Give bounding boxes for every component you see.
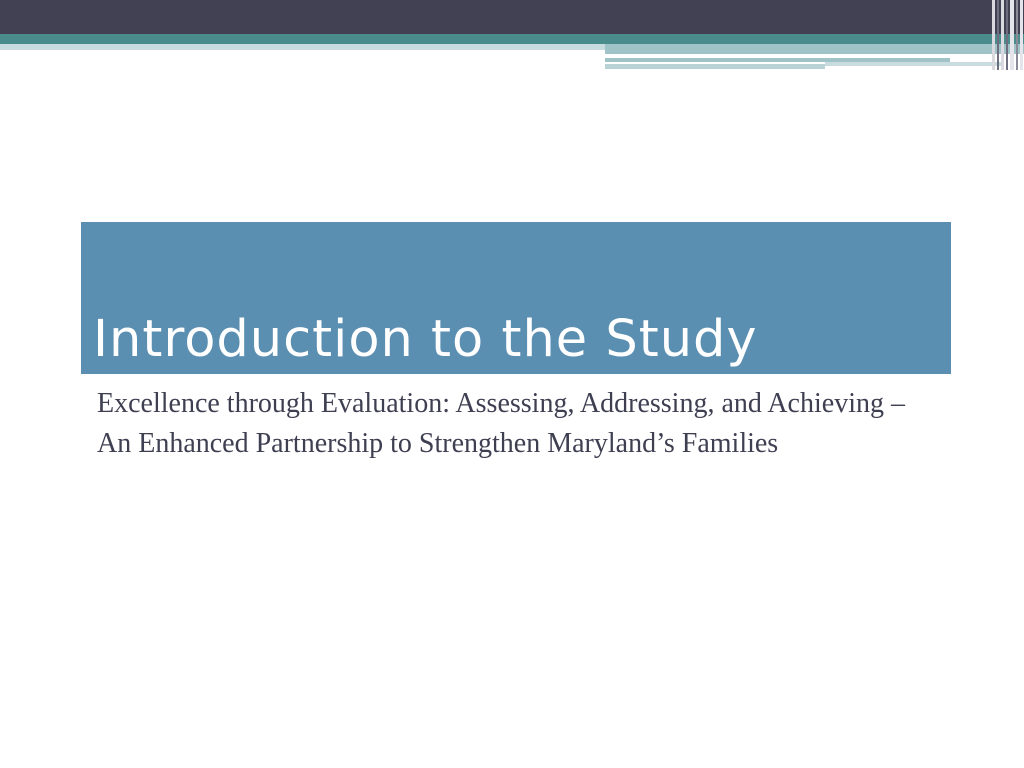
slide-title: Introduction to the Study: [93, 309, 758, 369]
vertical-stripe: [1020, 0, 1023, 70]
header-band-dark: [0, 0, 1024, 34]
title-box: [81, 222, 951, 374]
header-band-light: [0, 44, 605, 50]
vertical-stripe: [1001, 0, 1004, 70]
vertical-stripe: [1006, 0, 1008, 70]
header-band-teal: [0, 34, 1024, 44]
slide-subtitle: Excellence through Evaluation: Assessing, Addressing, and Achieving – An Enhanced Partnership to Strengthen Maryland’s Families: [97, 388, 905, 459]
vertical-stripe: [1016, 0, 1018, 70]
header-band-step: [605, 64, 825, 69]
vertical-stripe: [992, 0, 995, 70]
vertical-stripe: [997, 0, 999, 70]
vertical-stripe: [1010, 0, 1014, 70]
header-band-step: [605, 44, 1024, 54]
header-band-step: [825, 62, 1004, 66]
header-vertical-stripes: [990, 0, 1024, 70]
